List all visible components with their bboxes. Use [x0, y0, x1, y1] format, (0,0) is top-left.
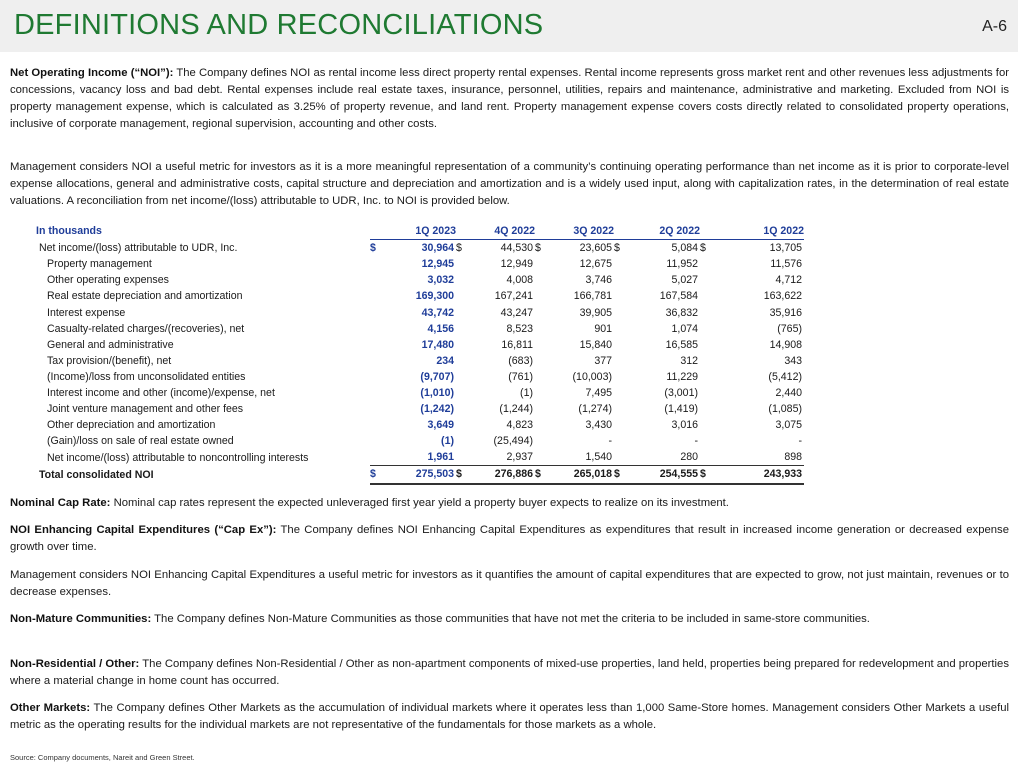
- currency-symbol: [535, 256, 549, 272]
- cell-value: 3,016: [671, 419, 698, 432]
- total-row: [36, 466, 804, 484]
- cell-value: 7,495: [585, 386, 612, 399]
- cell-value: 265,018: [549, 466, 614, 484]
- cell-value: 3,430: [585, 419, 612, 432]
- row-label: Other depreciation and amortization: [47, 419, 216, 432]
- cell-value: 243,933: [714, 466, 804, 484]
- noi-term: Net Operating Income (“NOI”):: [10, 67, 174, 79]
- currency-symbol: [700, 401, 714, 417]
- cell-value: (1,085): [768, 403, 802, 416]
- currency-symbol: [370, 288, 384, 304]
- currency-symbol: [614, 304, 628, 320]
- table-row: [36, 288, 804, 304]
- cell-value: 234: [436, 354, 454, 367]
- currency-symbol: [456, 385, 470, 401]
- currency-symbol: [456, 288, 470, 304]
- other-markets-text: The Company defines Other Markets as the accumulation of individual markets where it operates less than 1,000 Same-Store homes. Management considers Other Markets a useful metric as the operating results for the individual markets are not representative of the fundamentals for those markets as a whole.: [10, 702, 1009, 731]
- cell-value: (3,001): [664, 386, 698, 399]
- currency-symbol: [535, 369, 549, 385]
- currency-symbol: [370, 449, 384, 466]
- cell-value: 8,523: [506, 322, 533, 335]
- currency-symbol: [456, 272, 470, 288]
- currency-symbol: [700, 385, 714, 401]
- capex-term: NOI Enhancing Capital Expenditures (“Cap Ex”):: [10, 524, 277, 536]
- cell-value: 4,156: [427, 322, 454, 335]
- currency-symbol: [614, 353, 628, 369]
- cell-value: (9,707): [420, 370, 454, 383]
- row-label: (Gain)/loss on sale of real estate owned: [47, 435, 234, 448]
- non-mature-paragraph: [10, 611, 1009, 628]
- row-label: Joint venture management and other fees: [47, 403, 244, 416]
- column-header: 1Q 2023: [370, 223, 456, 240]
- currency-symbol: [370, 401, 384, 417]
- currency-symbol: [370, 337, 384, 353]
- row-label: Other operating expenses: [47, 274, 169, 287]
- cell-value: (761): [508, 370, 533, 383]
- table-row: [36, 369, 804, 385]
- currency-symbol: [700, 256, 714, 272]
- currency-symbol: [535, 417, 549, 433]
- currency-symbol: $: [456, 242, 462, 255]
- cell-value: 377: [594, 354, 612, 367]
- cell-value: 167,241: [494, 290, 533, 303]
- cell-value: 12,675: [579, 258, 612, 271]
- cell-value: (1): [441, 435, 454, 448]
- currency-symbol: [370, 304, 384, 320]
- non-residential-paragraph: [10, 656, 1009, 690]
- cell-value: 1,961: [427, 451, 454, 464]
- page-header: [0, 0, 1018, 52]
- currency-symbol: [614, 256, 628, 272]
- currency-symbol: [700, 449, 714, 466]
- currency-symbol: [700, 369, 714, 385]
- cell-value: 343: [784, 354, 802, 367]
- row-label: Tax provision/(benefit), net: [47, 354, 172, 367]
- currency-symbol: [370, 321, 384, 337]
- cell-value: 898: [784, 451, 802, 464]
- row-label: (Income)/loss from unconsolidated entities: [47, 370, 246, 383]
- currency-symbol: [535, 401, 549, 417]
- cell-value: 11,952: [666, 258, 698, 271]
- currency-symbol: $: [700, 466, 714, 484]
- cell-value: 3,032: [427, 274, 454, 287]
- cell-value: 275,503: [384, 466, 456, 484]
- cell-value: -: [798, 435, 802, 448]
- currency-symbol: $: [535, 242, 541, 255]
- currency-symbol: [535, 353, 549, 369]
- column-header: 1Q 2022: [700, 223, 804, 240]
- page-number: A-6: [982, 18, 1007, 35]
- table-row: [36, 272, 804, 288]
- currency-symbol: [614, 369, 628, 385]
- currency-symbol: [700, 353, 714, 369]
- currency-symbol: [370, 353, 384, 369]
- currency-symbol: [456, 337, 470, 353]
- cell-value: 11,229: [666, 370, 698, 383]
- cell-value: (1,244): [499, 403, 533, 416]
- currency-symbol: $: [614, 466, 628, 484]
- row-label: Interest expense: [47, 306, 126, 319]
- row-label: Net income/(loss) attributable to UDR, Inc.: [39, 241, 238, 254]
- page-title: DEFINITIONS AND RECONCILIATIONS: [14, 9, 544, 41]
- cell-value: 4,008: [506, 274, 533, 287]
- currency-symbol: [700, 321, 714, 337]
- cell-value: 11,576: [770, 258, 802, 271]
- cell-value: 4,712: [775, 274, 802, 287]
- cell-value: 1,540: [585, 451, 612, 464]
- currency-symbol: [456, 304, 470, 320]
- cell-value: (1,274): [578, 403, 612, 416]
- cell-value: -: [608, 435, 612, 448]
- cell-value: 1,074: [671, 322, 698, 335]
- table-row: [36, 433, 804, 449]
- currency-symbol: [614, 433, 628, 449]
- cell-value: 16,585: [665, 338, 698, 351]
- cell-value: 166,781: [573, 290, 612, 303]
- cell-value: 901: [594, 322, 612, 335]
- source-note: Source: Company documents, Nareit and Green Street.: [10, 753, 195, 762]
- cell-value: 12,949: [500, 258, 533, 271]
- cell-value: (10,003): [572, 370, 612, 383]
- row-label: Property management: [47, 258, 152, 271]
- other-markets-term: Other Markets:: [10, 702, 91, 714]
- cell-value: 35,916: [769, 306, 802, 319]
- row-label: General and administrative: [47, 338, 174, 351]
- row-label: Interest income and other (income)/expense, net: [47, 386, 275, 399]
- non-mature-text: The Company defines Non-Mature Communities as those communities that have not met the criteria to be included in same-store communities.: [151, 613, 870, 625]
- cell-value: 16,811: [501, 338, 533, 351]
- currency-symbol: [614, 449, 628, 466]
- cell-value: (1,242): [420, 403, 454, 416]
- cell-value: 280: [680, 451, 698, 464]
- currency-symbol: [370, 417, 384, 433]
- cell-value: 13,705: [769, 242, 802, 255]
- cell-value: 3,075: [775, 419, 802, 432]
- table-row: [36, 401, 804, 417]
- table-row: [36, 321, 804, 337]
- cell-value: 14,908: [769, 338, 802, 351]
- currency-symbol: [535, 337, 549, 353]
- row-label: Net income/(loss) attributable to noncontrolling interests: [47, 451, 309, 464]
- column-header: 2Q 2022: [614, 223, 700, 240]
- cell-value: 276,886: [470, 466, 535, 484]
- currency-symbol: [535, 321, 549, 337]
- cell-value: 4,823: [506, 419, 533, 432]
- cell-value: 39,905: [579, 306, 612, 319]
- currency-symbol: [370, 256, 384, 272]
- cell-value: 44,530: [500, 242, 533, 255]
- cell-value: 17,480: [421, 338, 454, 351]
- currency-symbol: [614, 385, 628, 401]
- currency-symbol: [370, 433, 384, 449]
- column-header-label: In thousands: [36, 225, 102, 238]
- cell-value: (765): [777, 322, 802, 335]
- currency-symbol: [614, 321, 628, 337]
- cell-value: 2,440: [775, 386, 802, 399]
- cap-rate-paragraph: [10, 495, 1009, 512]
- currency-symbol: [535, 433, 549, 449]
- currency-symbol: [700, 417, 714, 433]
- currency-symbol: [535, 304, 549, 320]
- cell-value: 5,084: [671, 242, 698, 255]
- currency-symbol: $: [700, 242, 706, 255]
- non-mature-term: Non-Mature Communities:: [10, 613, 152, 625]
- cell-value: 30,964: [421, 242, 454, 255]
- cell-value: 167,584: [659, 290, 698, 303]
- currency-symbol: $: [456, 466, 470, 484]
- currency-symbol: [456, 401, 470, 417]
- row-label: Casualty-related charges/(recoveries), net: [47, 322, 245, 335]
- table-row: [36, 304, 804, 320]
- table-row: [36, 353, 804, 369]
- column-header: 4Q 2022: [456, 223, 535, 240]
- currency-symbol: [614, 337, 628, 353]
- cell-value: 5,027: [671, 274, 698, 287]
- currency-symbol: [456, 433, 470, 449]
- cell-value: (683): [508, 354, 533, 367]
- table-header-row: [36, 223, 804, 240]
- noi-usefulness-paragraph: Management considers NOI a useful metric for investors as it is a more meaningful representation of a community’s continuing operating performance than net income as it is prior to corporate-level expense allocations, general and administrative costs, capital structure and depreciation and amortization and is a widely used input, along with capitalization rates, in the determination of real estate valuations. A reconciliation from net income/(loss) attributable to UDR, Inc. to NOI is provided below.: [10, 161, 1009, 207]
- currency-symbol: [535, 272, 549, 288]
- non-residential-text: The Company defines Non-Residential / Other as non-apartment components of mixed-use properties, land held, properties being prepared for redevelopment and properties where a material change in home count has occurred.: [10, 658, 1009, 687]
- currency-symbol: $: [614, 242, 620, 255]
- capex-text: The Company defines NOI Enhancing Capital Expenditures as expenditures that result in increased income generation or decreased expense growth over time.: [10, 524, 1009, 553]
- cell-value: -: [694, 435, 698, 448]
- currency-symbol: [700, 272, 714, 288]
- cell-value: 312: [680, 354, 698, 367]
- currency-symbol: [456, 321, 470, 337]
- currency-symbol: $: [370, 242, 376, 255]
- other-markets-paragraph: [10, 700, 1009, 734]
- cap-rate-term: Nominal Cap Rate:: [10, 497, 111, 509]
- currency-symbol: [456, 449, 470, 466]
- cell-value: 254,555: [628, 466, 700, 484]
- noi-definition-paragraph: [10, 65, 1009, 133]
- table-row: [36, 449, 804, 466]
- currency-symbol: $: [535, 466, 549, 484]
- currency-symbol: $: [370, 466, 384, 484]
- cell-value: 169,300: [415, 290, 454, 303]
- currency-symbol: [370, 272, 384, 288]
- cell-value: 15,840: [579, 338, 612, 351]
- currency-symbol: [614, 401, 628, 417]
- cap-rate-text: Nominal cap rates represent the expected unleveraged first year yield a property buyer expects to realize on its investment.: [110, 497, 729, 509]
- currency-symbol: [370, 385, 384, 401]
- currency-symbol: [614, 272, 628, 288]
- row-label: Real estate depreciation and amortization: [47, 290, 243, 303]
- cell-value: 36,832: [665, 306, 698, 319]
- cell-value: 163,622: [763, 290, 802, 303]
- row-label: Total consolidated NOI: [39, 468, 154, 481]
- table-row: [36, 337, 804, 353]
- cell-value: 43,247: [500, 306, 533, 319]
- currency-symbol: [535, 385, 549, 401]
- table-row: [36, 240, 804, 257]
- cell-value: 2,937: [506, 451, 533, 464]
- currency-symbol: [535, 449, 549, 466]
- cell-value: (1,419): [664, 403, 698, 416]
- currency-symbol: [456, 369, 470, 385]
- cell-value: (1,010): [420, 386, 454, 399]
- noi-definition-text: The Company defines NOI as rental income less direct property rental expenses. Rental income represents gross market rent and other revenues less adjustments for concessions, vacancy loss and bad debt. Rental expenses include real estate taxes, insurance, personnel, utilities, repairs and maintenance, administrative and marketing. Excluded from NOI is property management expense, which is calculated as 3.25% of property revenue, and land rent. Property management expense covers costs directly related to consolidated property operations, inclusive of corporate management, regional supervision, accounting and other costs.: [10, 67, 1009, 130]
- table-row: [36, 256, 804, 272]
- cell-value: (1): [520, 386, 533, 399]
- currency-symbol: [535, 288, 549, 304]
- currency-symbol: [456, 256, 470, 272]
- currency-symbol: [614, 417, 628, 433]
- cell-value: 43,742: [421, 306, 454, 319]
- currency-symbol: [456, 353, 470, 369]
- currency-symbol: [614, 288, 628, 304]
- table-row: [36, 385, 804, 401]
- cell-value: (5,412): [768, 370, 802, 383]
- currency-symbol: [700, 433, 714, 449]
- capex-paragraph: [10, 522, 1009, 556]
- noi-reconciliation-table: [36, 223, 804, 485]
- cell-value: 3,649: [427, 419, 454, 432]
- table-row: [36, 417, 804, 433]
- currency-symbol: [700, 304, 714, 320]
- cell-value: 23,605: [579, 242, 612, 255]
- non-residential-term: Non-Residential / Other:: [10, 658, 140, 670]
- cell-value: (25,494): [493, 435, 533, 448]
- capex-usefulness-paragraph: Management considers NOI Enhancing Capital Expenditures a useful metric for investors as it quantifies the amount of capital expenditures that are expected to grow, not just maintain, revenues or to decrease expenses.: [10, 569, 1009, 598]
- currency-symbol: [370, 369, 384, 385]
- cell-value: 3,746: [585, 274, 612, 287]
- currency-symbol: [456, 417, 470, 433]
- currency-symbol: [700, 337, 714, 353]
- cell-value: 12,945: [421, 258, 454, 271]
- column-header: 3Q 2022: [535, 223, 614, 240]
- currency-symbol: [700, 288, 714, 304]
